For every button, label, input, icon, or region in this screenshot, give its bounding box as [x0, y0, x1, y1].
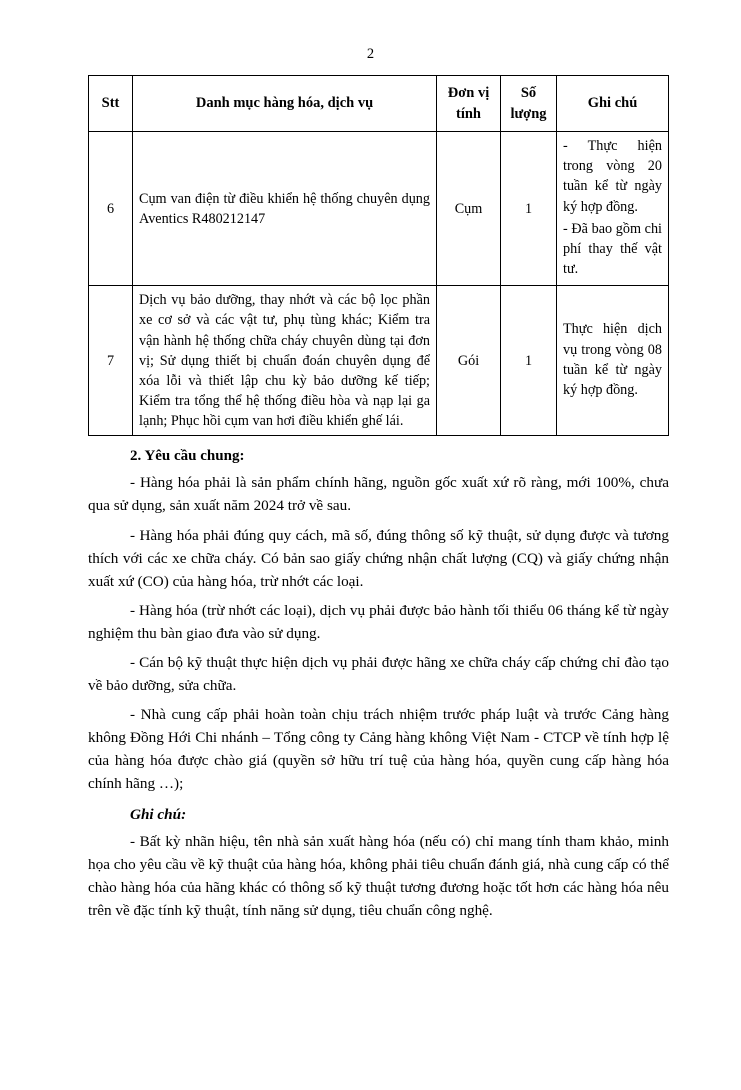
- column-header-stt: Stt: [89, 76, 133, 132]
- cell-stt: 6: [89, 132, 133, 286]
- section-title: 2. Yêu cầu chung:: [130, 448, 245, 465]
- paragraph-2: - Hàng hóa phải đúng quy cách, mã số, đúng thông số kỹ thuật, sử dụng được và tương thích với các xe chữa cháy. Có bản sao giấy chứng nhận chất lượng (CQ) và giấy chứng nhận xuất xứ (CO) của hàng hóa, trừ nhớt các loại.: [88, 526, 669, 590]
- note-line: - Đã bao gồm chi phí thay thế vật tư.: [563, 220, 662, 278]
- paragraph-3: - Hàng hóa (trừ nhớt các loại), dịch vụ phải được bảo hành tối thiểu 06 tháng kể từ ngày nghiệm thu bàn giao đưa vào sử dụng.: [88, 601, 669, 642]
- column-header-qty: Số lượng: [501, 76, 557, 132]
- column-header-name: Danh mục hàng hóa, dịch vụ: [133, 76, 437, 132]
- note-heading: Ghi chú:: [130, 805, 187, 823]
- document-body: [88, 75, 669, 922]
- goods-table: [88, 75, 669, 436]
- cell-unit: Cụm: [437, 132, 501, 286]
- table-row: [89, 286, 669, 436]
- cell-unit: Gói: [437, 286, 501, 436]
- note-line: - Thực hiện trong vòng 20 tuần kể từ ngày ký hợp đồng.: [563, 138, 662, 215]
- cell-name: Dịch vụ bảo dưỡng, thay nhớt và các bộ lọc phần xe cơ sở và các vật tư, phụ tùng khác; Kiểm tra vận hành hệ thống chữa cháy chuyên dùng tại đơn vị; Sử dụng thiết bị chuẩn đoán chuyên dụng để xóa lỗi và thiết lập chu kỳ bảo dưỡng kế tiếp; Kiểm tra tổng thể hệ thống điều hòa và nạp lại ga lạnh; Phục hồi cụm van hơi điều khiển ghế lái.: [133, 286, 437, 436]
- cell-qty: 1: [501, 286, 557, 436]
- note-line: Thực hiện dịch vụ trong vòng 08 tuần kể từ ngày ký hợp đồng.: [563, 321, 662, 398]
- column-header-note: Ghi chú: [557, 76, 669, 132]
- paragraph-5: - Nhà cung cấp phải hoàn toàn chịu trách nhiệm trước pháp luật và trước Cảng hàng không Đồng Hới Chi nhánh – Tổng công ty Cảng hàng không Việt Nam - CTCP về tính hợp lệ của hàng hóa được chào giá (quyền sở hữu trí tuệ của hàng hóa, quyền cung cấp hàng hóa chính hãng …);: [88, 706, 669, 793]
- column-header-unit: Đơn vị tính: [437, 76, 501, 132]
- cell-note: [557, 286, 669, 436]
- paragraph-1: - Hàng hóa phải là sản phẩm chính hãng, nguồn gốc xuất xứ rõ ràng, mới 100%, chưa qua sử dụng, sản xuất năm 2024 trở về sau.: [88, 474, 669, 515]
- note-paragraph: - Bất kỳ nhãn hiệu, tên nhà sản xuất hàng hóa (nếu có) chỉ mang tính tham khảo, minh họa cho yêu cầu về kỹ thuật của hàng hóa, không phải tiêu chuẩn đánh giá, nhà cung cấp có thể chào hàng hóa của hãng khác có thông số kỹ thuật tương đương hoặc tốt hơn các hàng hóa nêu trên về đặc tính kỹ thuật, tính năng sử dụng, tiêu chuẩn công nghệ.: [88, 832, 669, 919]
- paragraph-4: - Cán bộ kỹ thuật thực hiện dịch vụ phải được hãng xe chữa cháy cấp chứng chỉ đào tạo về bảo dưỡng, sửa chữa.: [88, 654, 669, 695]
- page-number: 2: [366, 46, 375, 62]
- cell-qty: 1: [501, 132, 557, 286]
- document-page: [0, 46, 741, 1090]
- table-row: [89, 132, 669, 286]
- cell-stt: 7: [89, 286, 133, 436]
- cell-name: Cụm van điện từ điều khiển hệ thống chuyên dụng Aventics R480212147: [133, 132, 437, 286]
- table-header-row: [89, 76, 669, 132]
- cell-note: [557, 132, 669, 286]
